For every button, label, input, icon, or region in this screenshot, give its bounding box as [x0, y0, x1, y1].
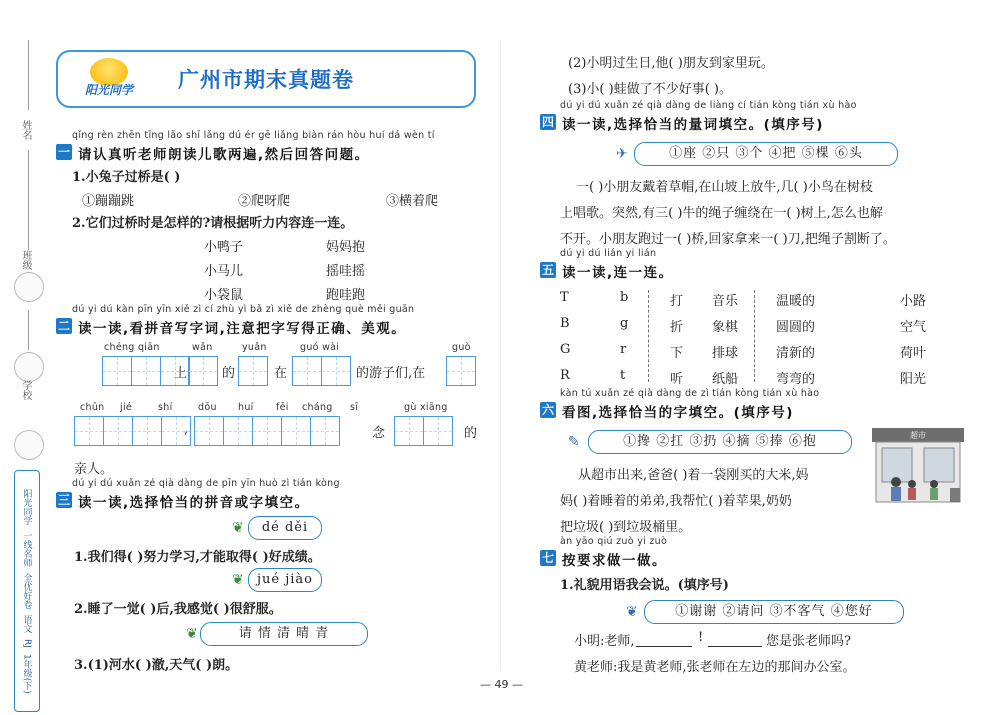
row1-text-2: 的 [222, 366, 236, 381]
sec7-number: 七 [541, 551, 554, 565]
trash-bin [950, 488, 960, 502]
verb-choice-box: ①搀 ②扛 ③扔 ④摘 ⑤捧 ⑥抱 [588, 430, 852, 454]
polite-phrase-box: ①谢谢 ②请问 ③不客气 ④您好 [644, 600, 904, 624]
book-series: 一线名师 [21, 530, 32, 567]
writing-grid-4[interactable] [292, 356, 350, 386]
sec4-line3: 不开。小朋友跑过一( )桥,回家拿来一( )刀,把绳子割断了。 [560, 232, 896, 247]
sec4-line2: 上唱歌。突然,有三( )牛的绳子缠绕在一( )树上,怎么也解 [560, 206, 883, 221]
row1-pinyin-4: guó wài [300, 342, 340, 353]
sec3-q3: 3.(1)河水( )澈,天气( )朗。 [74, 658, 239, 673]
binding-sidebar [14, 40, 44, 700]
row1-pinyin-2: wǎn [192, 342, 213, 353]
person-body [930, 488, 938, 500]
dialogue-1-b: ! [698, 630, 704, 645]
letter-R: R [560, 368, 570, 383]
answer-blank-1[interactable] [636, 646, 692, 647]
sec6-pinyin: kàn tú xuǎn zé qià dàng de zì tián kòng tián xù hào [560, 388, 820, 399]
row2-text-nian: 念 [372, 426, 386, 441]
sec2-number: 二 [57, 319, 70, 333]
sec1-opt3: ③横着爬 [386, 194, 439, 209]
answer-blank-2[interactable] [708, 646, 762, 647]
match-left-1: 小鸭子 [204, 240, 244, 255]
person-body [908, 488, 916, 500]
book-grade: 1年级(下) [21, 653, 32, 694]
adj-4: 弯弯的 [776, 372, 816, 387]
sec6-number: 六 [541, 403, 554, 417]
row2-pinyin-8: sī [350, 402, 359, 413]
sec4-pinyin: dú yi dú xuǎn zé qià dàng de liàng cí tián kòng tián xù hào [560, 100, 857, 111]
sec2-title: 读一读,看拼音写字词,注意把字写得正确、美观。 [78, 321, 407, 337]
page-divider [500, 40, 501, 670]
sec3-q3-3: (3)小( )蛙做了不少好事( )。 [568, 82, 732, 97]
sec7-title: 按要求做一做。 [562, 553, 667, 569]
row2-pinyin-1: chūn [80, 402, 105, 413]
row2-pinyin-7: cháng [302, 402, 333, 413]
sec1-title: 请认真听老师朗读儿歌两遍,然后回答问题。 [78, 147, 370, 163]
noun-2: 象棋 [712, 320, 739, 335]
letter-b: b [620, 290, 629, 305]
row1-pinyin-1: chéng qiān [104, 342, 160, 353]
sec5-pinyin: dú yi dú lián yi lián [560, 248, 657, 259]
sec6-line2: 妈( )着睡着的弟弟,我帮忙( )着苹果,奶奶 [560, 494, 792, 509]
dialogue-1-a: 小明:老师, [574, 634, 635, 649]
book-series2: 全优好卷 [21, 572, 32, 609]
sec1-opt2: ②爬呀爬 [238, 194, 291, 209]
feather-icon: ✎ [568, 434, 580, 450]
leaf-icon: ❦ [186, 626, 198, 642]
verb-3: 下 [670, 346, 684, 361]
book-strip [14, 470, 40, 712]
dialogue-2: 黄老师:我是黄老师,张老师在左边的那间办公室。 [574, 660, 856, 675]
letter-G: G [560, 342, 571, 357]
noun-3: 排球 [712, 346, 739, 361]
row1-text-4: 的游子们,在 [356, 366, 426, 381]
binder-hole [14, 430, 44, 460]
sec3-q3-2: (2)小明过生日,他( )朋友到家里玩。 [568, 56, 774, 71]
sec4-title: 读一读,选择恰当的量词填空。(填序号) [562, 117, 824, 133]
page-number: — 49 — [480, 678, 523, 691]
row3-text: 亲人。 [74, 462, 114, 477]
adj-1: 温暖的 [776, 294, 816, 309]
store-sign: 超市 [910, 431, 926, 440]
verb-2: 折 [670, 320, 684, 335]
sec5-number: 五 [541, 263, 554, 277]
binder-hole [14, 272, 44, 302]
sec1-q1: 1.小兔子过桥是( ) [72, 170, 181, 185]
sec5-title: 读一读,连一连。 [562, 265, 674, 281]
person-head [891, 477, 901, 487]
row2-pinyin-2: jié [120, 402, 133, 413]
letter-t: t [620, 368, 626, 383]
adj-2: 圆圆的 [776, 320, 816, 335]
sec3-number: 三 [57, 493, 70, 507]
row2-pinyin-3: shí [158, 402, 173, 413]
row2-comma: , [184, 422, 189, 437]
sec1-q2: 2.它们过桥时是怎样的?请根据听力内容连一连。 [72, 216, 354, 231]
writing-grid-6[interactable] [74, 416, 190, 446]
sec3-pinyin: dú yi dú xuǎn zé qià dàng de pīn yīn huò zì tián kòng [72, 478, 340, 489]
obj-1: 小路 [900, 294, 927, 309]
binder-hole [14, 352, 44, 382]
writing-grid-2[interactable] [188, 356, 217, 386]
obj-4: 阳光 [900, 372, 927, 387]
letter-T: T [560, 290, 569, 305]
match-left-2: 小马儿 [204, 264, 244, 279]
book-brand: 阳光同学 [21, 488, 32, 525]
letter-B: B [560, 316, 570, 331]
noun-4: 纸船 [712, 372, 739, 387]
choice-box-1: dé děi [248, 516, 322, 540]
book-edition: RJ [22, 638, 32, 648]
verb-1: 打 [670, 294, 684, 309]
sec7-q1: 1.礼貌用语我会说。(填序号) [560, 578, 729, 593]
sec2-pinyin: dú yi dú kàn pīn yīn xiě zì cí zhù yì bǎ zì xiě de zhèng què měi guān [72, 304, 415, 315]
sec3-q1: 1.我们得( )努力学习,才能取得( )好成绩。 [74, 550, 321, 565]
leaf-icon: ❦ [232, 520, 244, 536]
match-right-2: 摇哇摇 [326, 264, 366, 279]
verb-4: 听 [670, 372, 684, 387]
person-head [908, 480, 916, 488]
bird-icon: ✈ [616, 146, 628, 162]
letter-g: g [620, 316, 629, 331]
row1-text-1: 上 [174, 366, 188, 381]
person-body [891, 487, 901, 501]
sec1-pinyin: qǐng rèn zhēn tīng lǎo shī lǎng dú ér gē liǎng biàn rán hòu huí dá wèn tí [72, 130, 435, 141]
title-banner [56, 50, 476, 108]
sec1-opt1: ①蹦蹦跳 [82, 194, 135, 209]
writing-grid-3[interactable] [238, 356, 267, 386]
choice-box-3: 请 情 清 晴 青 [200, 622, 368, 646]
sec4-number: 四 [541, 115, 554, 129]
noun-1: 音乐 [712, 294, 739, 309]
choice-box-2: jué jiào [248, 568, 322, 592]
school-label: 学校 [20, 380, 31, 400]
obj-3: 荷叶 [900, 346, 927, 361]
name-label: 姓名 [20, 120, 31, 140]
writing-grid-7[interactable] [194, 416, 339, 446]
supermarket-illustration [868, 426, 968, 508]
sec6-line3: 把垃圾( )到垃圾桶里。 [560, 520, 692, 535]
writing-grid-8[interactable] [394, 416, 452, 446]
logo-text: 阳光同学 [84, 83, 133, 97]
sec3-title: 读一读,选择恰当的拼音或字填空。 [78, 495, 310, 511]
writing-grid-5[interactable] [446, 356, 475, 386]
dialogue-1-c: 您是张老师吗? [766, 634, 851, 649]
letter-r: r [620, 342, 627, 357]
match-right-1: 妈妈抱 [326, 240, 366, 255]
person-head [930, 480, 938, 488]
sec3-q2: 2.睡了一觉( )后,我感觉( )很舒服。 [74, 602, 282, 617]
book-subject: 语文 [21, 614, 32, 633]
row1-text-3: 在 [274, 366, 288, 381]
row1-pinyin-3: yuǎn [242, 342, 267, 353]
leaf-icon: ❦ [626, 604, 638, 620]
class-label: 班级 [20, 250, 31, 270]
row2-pinyin-6: fēi [276, 402, 289, 413]
leaf-icon: ❦ [232, 572, 244, 588]
obj-2: 空气 [900, 320, 927, 335]
match-right-3: 跑哇跑 [326, 288, 366, 303]
sec6-line1: 从超市出来,爸爸( )着一袋刚买的大米,妈 [578, 468, 809, 483]
row2-text-de: 的 [464, 426, 478, 441]
row2-pinyin-5: huí [238, 402, 254, 413]
sec6-title: 看图,选择恰当的字填空。(填序号) [562, 405, 794, 421]
row2-pinyin-4: dōu [198, 402, 217, 413]
sec7-pinyin: àn yāo qiú zuò yi zuò [560, 536, 668, 547]
row1-pinyin-5: guò [452, 342, 471, 353]
adj-3: 清新的 [776, 346, 816, 361]
page-title: 广州市期末真题卷 [178, 68, 354, 92]
row2-pinyin-9: gù xiāng [404, 402, 448, 413]
sec1-number: 一 [57, 145, 70, 159]
sec4-line1: 一( )小朋友戴着草帽,在山坡上放牛,几( )小鸟在树枝 [576, 180, 873, 195]
window [882, 448, 912, 482]
measure-word-box: ①座 ②只 ③个 ④把 ⑤棵 ⑥头 [634, 142, 898, 166]
match-left-3: 小袋鼠 [204, 288, 244, 303]
window [924, 448, 954, 482]
